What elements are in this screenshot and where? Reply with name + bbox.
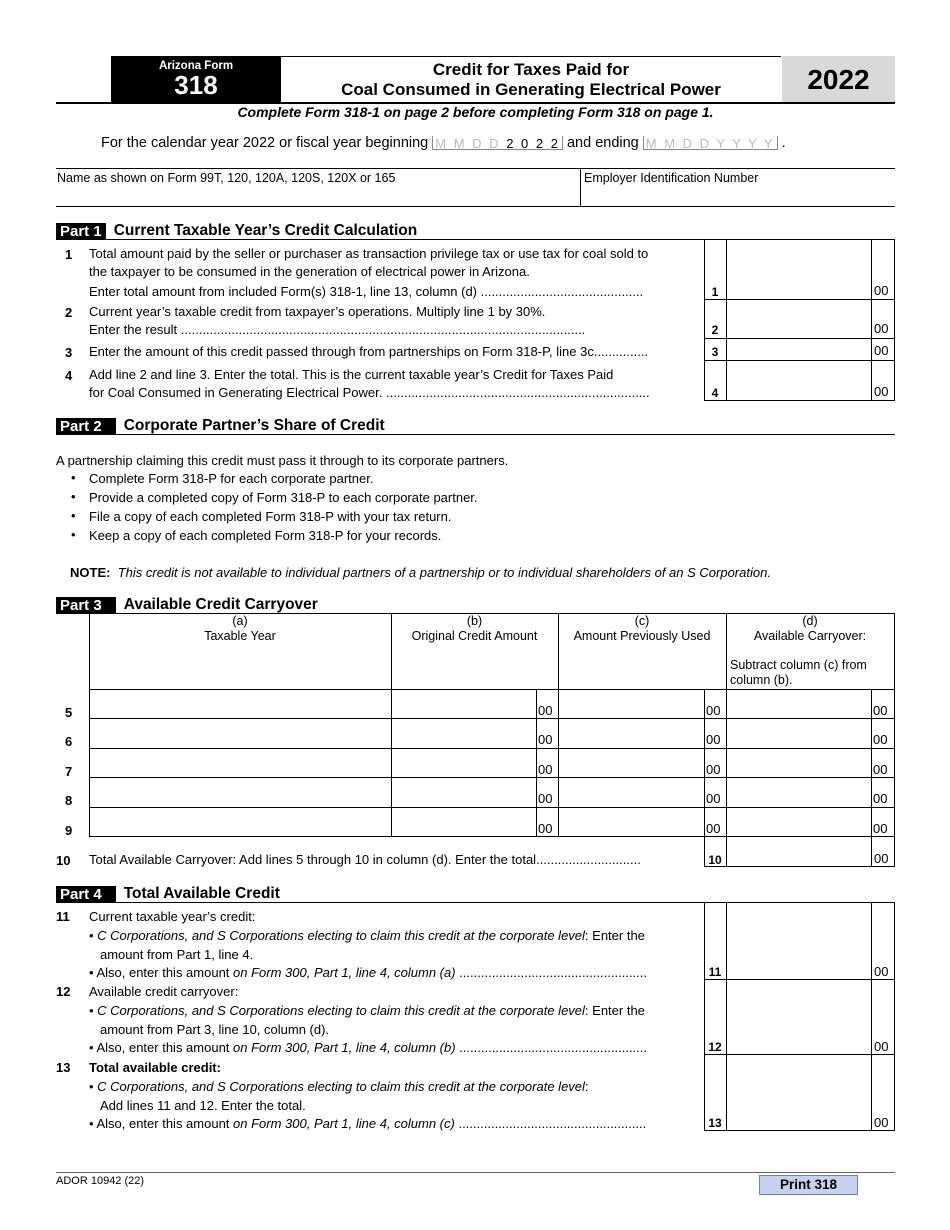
- form-year: 2022: [782, 56, 895, 102]
- part4-line13-b2-italic: on Form 300, Part 1, line 4, column (c): [233, 1116, 455, 1131]
- part3-row-cents: 00: [873, 732, 888, 747]
- part4-line11-number: 11: [56, 909, 70, 924]
- part4-line11-b1-rest: : Enter the: [584, 928, 645, 943]
- part3-row-cents: 00: [538, 732, 553, 747]
- part4-line11-b1-italic: C Corporations, and S Corporations electing to claim this credit at the corporate level: [97, 928, 585, 943]
- part4-line12-b1-italic: C Corporations, and S Corporations electing to claim this credit at the corporate level: [97, 1003, 585, 1018]
- part1-line4-box: 4: [711, 386, 719, 400]
- bullet-icon: •: [71, 527, 76, 542]
- part4-header: [56, 885, 280, 903]
- part3-col-d-letter: (d): [802, 614, 818, 628]
- part4-line12-head: Available credit carryover:: [89, 984, 239, 999]
- part4-line11-bullet1: • C Corporations, and S Corporations electing to claim this credit at the corporate level: Enter the: [89, 928, 645, 943]
- part2-bullet-3: File a copy of each completed Form 318-P with your tax return.: [89, 509, 452, 524]
- part3-taxable-year-input[interactable]: [90, 808, 390, 836]
- part1-label: Part 1: [56, 223, 106, 240]
- part1-line2-text2: Enter the result ................................................................................................................: [89, 322, 586, 337]
- part4-line12-b2-dots: ....................................................: [455, 1040, 648, 1055]
- part1-line3-amount-input[interactable]: [727, 339, 871, 360]
- part3-available-carryover-input[interactable]: [727, 778, 870, 806]
- part3-row-cents: 00: [706, 791, 721, 806]
- part3-col-d-header: [726, 614, 894, 688]
- bullet-icon: •: [71, 508, 76, 523]
- part3-title: Available Credit Carryover: [123, 596, 318, 613]
- part4-line13-b1-italic: C Corporations, and S Corporations electing to claim this credit at the corporate level: [97, 1079, 585, 1094]
- part3-col-a-label: Taxable Year: [204, 629, 276, 643]
- part2-header: [56, 417, 385, 435]
- part3-original-credit-input[interactable]: [392, 749, 535, 777]
- part1-line4-number: 4: [65, 368, 73, 383]
- part1-line1-text2: the taxpayer to be consumed in the generation of electrical power in Arizona.: [89, 264, 530, 279]
- part3-row-number: 9: [65, 823, 73, 838]
- name-input[interactable]: [57, 186, 577, 204]
- part1-line3-number: 3: [65, 345, 73, 360]
- form-title-line1: Credit for Taxes Paid for: [432, 60, 630, 79]
- part3-row-cents: 00: [873, 791, 888, 806]
- part4-line12-b1-cont: amount from Part 3, line 10, column (d).: [100, 1022, 330, 1037]
- part4-line12-bullet2: • Also, enter this amount on Form 300, Part 1, line 4, column (b) ....................................................: [89, 1040, 648, 1055]
- part4-line13-cents: 00: [874, 1115, 889, 1130]
- part1-header: [56, 222, 417, 240]
- part3-row-number: 5: [65, 705, 73, 720]
- part2-label: Part 2: [56, 418, 116, 435]
- part1-line3-text1: Enter the amount of this credit passed through from partnerships on Form 318-P, line 3c...............: [89, 344, 649, 359]
- part2-bullet-4: Keep a copy of each completed Form 318-P for your records.: [89, 528, 442, 543]
- part4-line11-b2-plain: Also, enter this amount: [96, 965, 234, 980]
- end-date-placeholder: M M D D Y Y Y Y: [645, 136, 775, 152]
- part1-line2-cents: 00: [874, 321, 889, 336]
- part4-line11-cents: 00: [874, 964, 889, 979]
- part4-title: Total Available Credit: [123, 885, 280, 902]
- part3-col-b-label: Original Credit Amount: [411, 629, 538, 643]
- part3-original-credit-input[interactable]: [392, 690, 535, 718]
- begin-date-input[interactable]: [432, 136, 563, 150]
- part3-row-cents: 00: [706, 703, 721, 718]
- part1-line1-amount-input[interactable]: [727, 240, 871, 299]
- part1-title: Current Taxable Year’s Credit Calculation: [113, 222, 418, 239]
- part2-note-label: NOTE:: [70, 565, 111, 580]
- part4-line12-number: 12: [56, 984, 71, 999]
- part3-col-d-note: Subtract column (c) from column (b).: [730, 658, 867, 687]
- form-subtitle: Complete Form 318-1 on page 2 before completing Form 318 on page 1.: [237, 104, 714, 120]
- part4-line11-amount-input[interactable]: [727, 903, 871, 979]
- part2-title: Corporate Partner’s Share of Credit: [123, 417, 385, 434]
- part4-line13-amount-input[interactable]: [727, 1055, 871, 1130]
- part2-note-text: This credit is not available to individual partners of a partnership or to individual shareholders of an S Corporation.: [117, 565, 771, 580]
- part3-line10-text: Total Available Carryover: Add lines 5 through 10 in column (d). Enter the total.............................: [89, 852, 641, 867]
- part3-available-carryover-input[interactable]: [727, 808, 870, 836]
- form-title-line2: Coal Consumed in Generating Electrical Power: [341, 80, 721, 99]
- calendar-year-line: [101, 135, 786, 151]
- part4-line13-b2-plain: Also, enter this amount: [96, 1116, 234, 1131]
- part4-label: Part 4: [56, 886, 116, 903]
- name-field-label: Name as shown on Form 99T, 120, 120A, 120S, 120X or 165: [57, 171, 396, 185]
- part3-taxable-year-input[interactable]: [90, 719, 390, 747]
- part3-available-carryover-input[interactable]: [727, 719, 870, 747]
- part4-line12-box: 12: [708, 1040, 722, 1054]
- part4-line12-cents: 00: [874, 1039, 889, 1054]
- part4-line13-b1-rest: :: [584, 1079, 589, 1094]
- part4-line12-b1-rest: : Enter the: [584, 1003, 645, 1018]
- part1-line4-text1: Add line 2 and line 3. Enter the total. This is the current taxable year’s Credit for Taxes Paid: [89, 367, 614, 382]
- part1-line3-box: 3: [711, 345, 719, 359]
- bullet-icon: •: [71, 470, 76, 485]
- form-label: Arizona Form: [158, 60, 234, 72]
- part1-line3-cents: 00: [874, 343, 889, 358]
- ein-field-label: Employer Identification Number: [584, 171, 759, 185]
- part3-col-c-header: [558, 614, 726, 644]
- part3-line10-cents: 00: [874, 851, 889, 866]
- begin-date-placeholder: M M D D: [435, 136, 501, 152]
- part3-row-cents: 00: [538, 821, 553, 836]
- part1-line4-text2: for Coal Consumed in Generating Electrical Power. .........................................................................: [89, 385, 650, 400]
- part4-line11-bullet2: • Also, enter this amount on Form 300, Part 1, line 4, column (a) ....................................................: [89, 965, 648, 980]
- part1-line2-amount-input[interactable]: [727, 300, 871, 338]
- part3-amount-used-input[interactable]: [559, 690, 703, 718]
- part3-amount-used-input[interactable]: [559, 808, 703, 836]
- part1-line1-text3: Enter total amount from included Form(s) 318-1, line 13, column (d) .............................................: [89, 284, 644, 299]
- part1-line1-text1: Total amount paid by the seller or purchaser as transaction privilege tax or use tax for coal sold to: [89, 246, 649, 261]
- part3-col-a-letter: (a): [232, 614, 248, 628]
- part3-row-number: 7: [65, 764, 73, 779]
- part2-bullet-2: Provide a completed copy of Form 318-P to each corporate partner.: [89, 490, 478, 505]
- part2-bullet-1: Complete Form 318-P for each corporate partner.: [89, 471, 374, 486]
- part4-line13-b2-dots: ....................................................: [454, 1116, 647, 1131]
- part4-line12-amount-input[interactable]: [727, 980, 871, 1054]
- part3-row-cents: 00: [706, 821, 721, 836]
- part3-original-credit-input[interactable]: [392, 808, 535, 836]
- part3-col-b-header: [391, 614, 558, 644]
- part4-line11-b1-cont: amount from Part 1, line 4.: [100, 947, 254, 962]
- part3-available-carryover-input[interactable]: [727, 749, 870, 777]
- part3-row-cents: 00: [538, 762, 553, 777]
- form-number: 318: [174, 70, 218, 100]
- part3-original-credit-input[interactable]: [392, 778, 535, 806]
- part4-line12-b2-plain: Also, enter this amount: [96, 1040, 234, 1055]
- part2-note: [70, 564, 771, 582]
- part4-line13-box: 13: [708, 1116, 722, 1130]
- part4-line13-head: Total available credit:: [89, 1060, 221, 1075]
- part1-line2-number: 2: [65, 305, 73, 320]
- part3-row-cents: 00: [538, 791, 553, 806]
- part3-col-a-header: [89, 614, 391, 644]
- part4-line12-b2-italic: on Form 300, Part 1, line 4, column (b): [233, 1040, 456, 1055]
- begin-date-year: 2 0 2 2: [506, 136, 560, 152]
- part3-col-b-letter: (b): [466, 614, 483, 628]
- part4-line11-head: Current taxable year’s credit:: [89, 909, 256, 924]
- part4-line13-bullet1: • C Corporations, and S Corporations electing to claim this credit at the corporate level:: [89, 1079, 589, 1094]
- part4-line11-box: 11: [708, 965, 722, 979]
- part2-intro: A partnership claiming this credit must pass it through to its corporate partners.: [56, 453, 509, 468]
- part1-line4-cents: 00: [874, 384, 889, 399]
- print-button[interactable]: Print 318: [759, 1175, 858, 1195]
- part4-line11-b2-italic: on Form 300, Part 1, line 4, column (a): [233, 965, 456, 980]
- part1-line1-cents: 00: [874, 283, 889, 298]
- part1-line1-number: 1: [65, 247, 73, 262]
- part3-row-number: 6: [65, 734, 73, 749]
- part1-line2-box: 2: [711, 323, 719, 337]
- part4-line13-number: 13: [56, 1060, 71, 1075]
- part3-line10-number: 10: [56, 853, 71, 868]
- part1-line4-amount-input[interactable]: [727, 361, 871, 400]
- part3-col-c-letter: (c): [634, 614, 650, 628]
- part3-amount-used-input[interactable]: [559, 778, 703, 806]
- part1-line1-box: 1: [711, 285, 719, 299]
- footer-form-code: ADOR 10942 (22): [56, 1175, 145, 1187]
- part3-label: Part 3: [56, 597, 116, 614]
- calendar-prefix: For the calendar year 2022 or fiscal year beginning: [101, 135, 429, 151]
- form-number-block: [111, 56, 281, 102]
- calendar-middle: and ending: [566, 135, 639, 151]
- part3-taxable-year-input[interactable]: [90, 749, 390, 777]
- part3-taxable-year-input[interactable]: [90, 690, 390, 718]
- part3-amount-used-input[interactable]: [559, 749, 703, 777]
- ein-input[interactable]: [584, 186, 892, 204]
- part3-row-cents: 00: [706, 732, 721, 747]
- part1-line2-text1: Current year’s taxable credit from taxpayer’s operations. Multiply line 1 by 30%.: [89, 304, 546, 319]
- part3-row-cents: 00: [873, 703, 888, 718]
- part3-amount-used-input[interactable]: [559, 719, 703, 747]
- part4-line13-bullet2: • Also, enter this amount on Form 300, Part 1, line 4, column (c) ....................................................: [89, 1116, 647, 1131]
- part3-row-number: 8: [65, 793, 73, 808]
- part4-line13-b1-cont: Add lines 11 and 12. Enter the total.: [100, 1098, 306, 1113]
- end-date-input[interactable]: [643, 136, 778, 150]
- part3-col-c-label: Amount Previously Used: [573, 629, 711, 643]
- part3-col-d-label: Available Carryover:: [753, 629, 867, 643]
- part3-row-cents: 00: [873, 762, 888, 777]
- part3-taxable-year-input[interactable]: [90, 778, 390, 806]
- part3-row-cents: 00: [538, 703, 553, 718]
- part3-row-cents: 00: [873, 821, 888, 836]
- part3-line10-box: 10: [708, 853, 722, 867]
- part3-header: [56, 596, 318, 614]
- part3-available-carryover-input[interactable]: [727, 690, 870, 718]
- part3-row-cents: 00: [706, 762, 721, 777]
- part3-original-credit-input[interactable]: [392, 719, 535, 747]
- part4-line11-b2-dots: ....................................................: [455, 965, 648, 980]
- part3-line10-amount-input[interactable]: [727, 837, 871, 866]
- part4-line12-bullet1: • C Corporations, and S Corporations electing to claim this credit at the corporate level: Enter the: [89, 1003, 645, 1018]
- bullet-icon: •: [71, 489, 76, 504]
- form-title: [281, 56, 781, 102]
- calendar-suffix: .: [781, 135, 786, 151]
